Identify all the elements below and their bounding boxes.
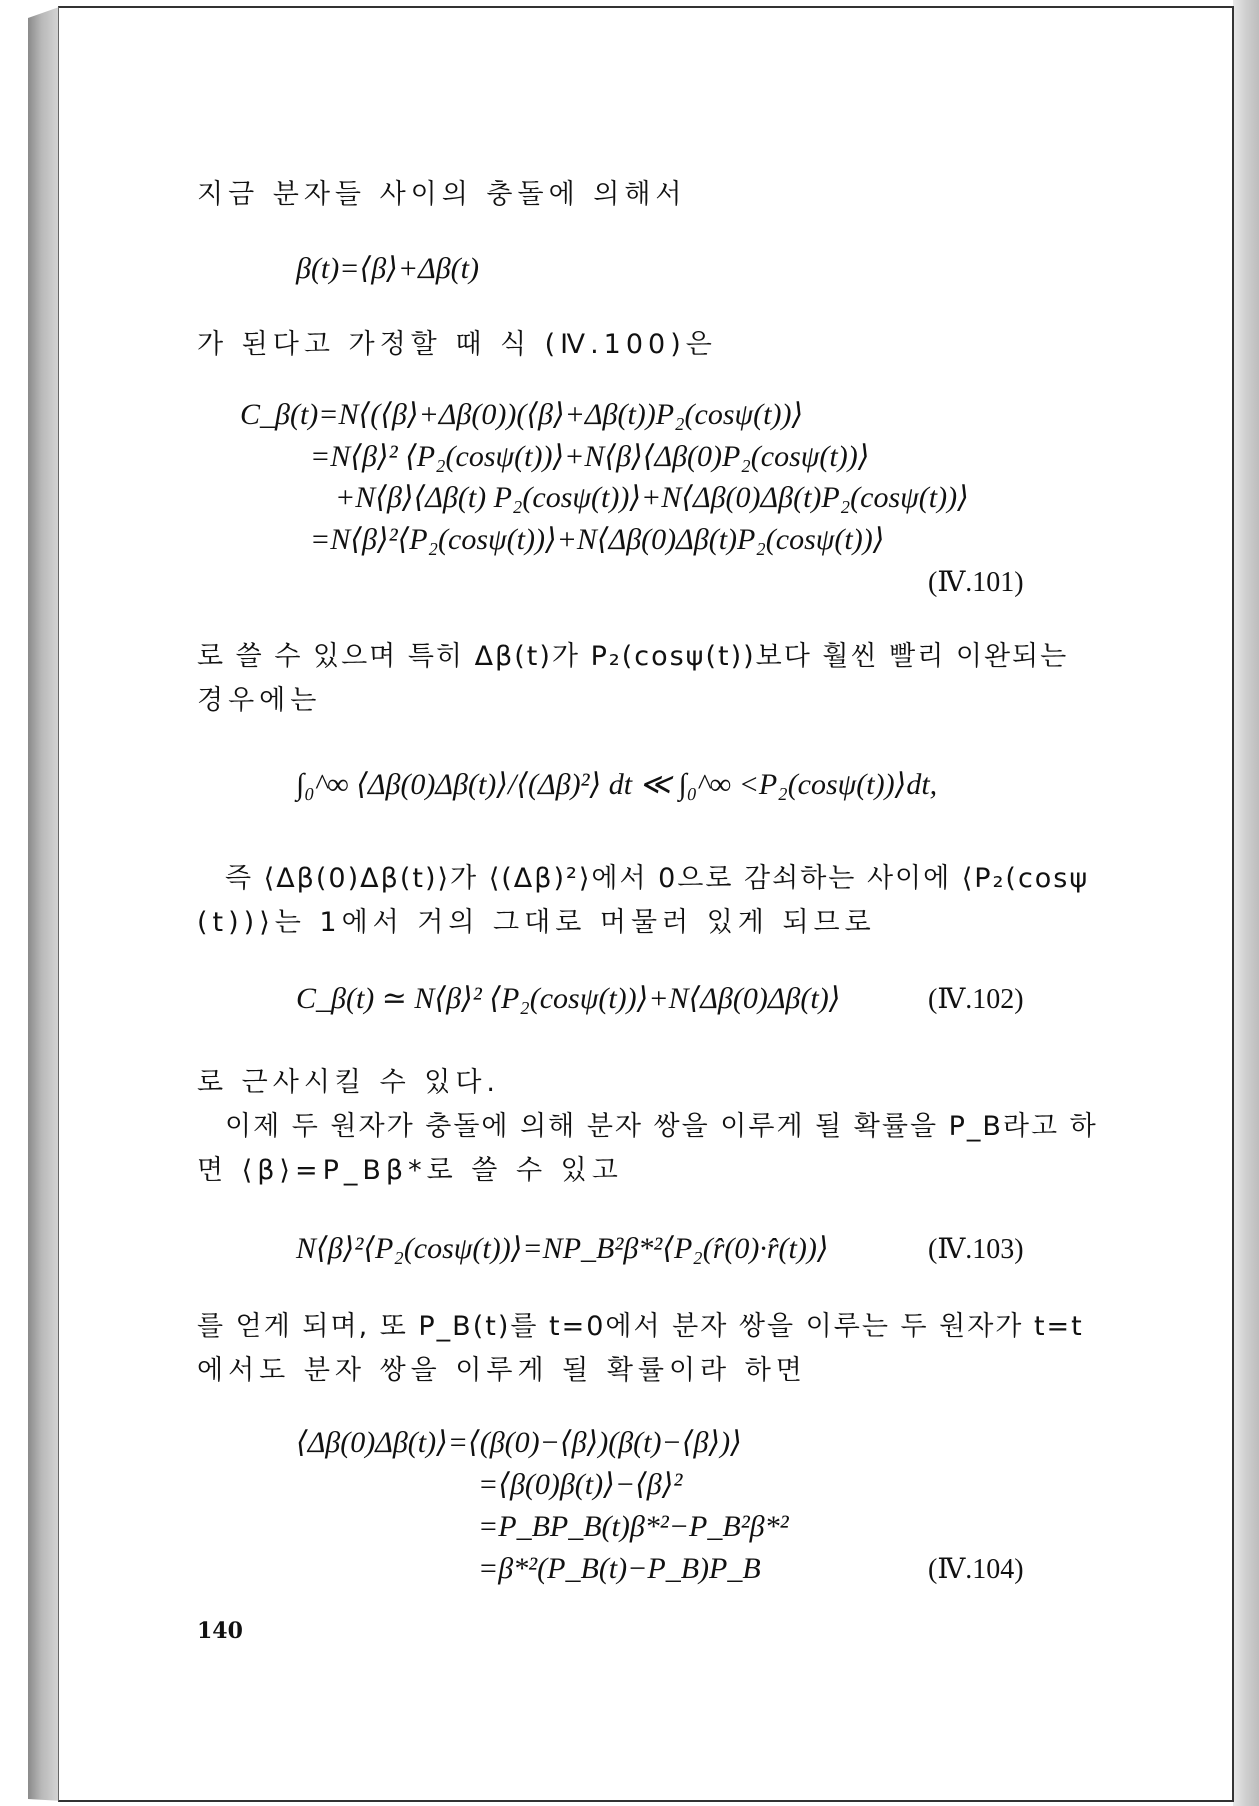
text-line: 즉 ⟨Δβ(0)Δβ(t)⟩가 ⟨(Δβ)²⟩에서 0으로 감쇠하는 사이에 ⟨P₂(cosψ — [225, 863, 1090, 894]
book-edge-right — [1233, 0, 1259, 1806]
text-line: 지금 분자들 사이의 충돌에 의해서 — [197, 179, 687, 210]
book-edge-left — [28, 6, 62, 1801]
equation-line: C_β(t) ≃ N⟨β⟩² ⟨P₂(cosψ(t))⟩+N⟨Δβ(0)Δβ(t)⟩ — [296, 982, 841, 1015]
text-line: 로 근사시킬 수 있다. — [197, 1067, 500, 1098]
page-number: 140 — [197, 1618, 243, 1644]
equation-line: N⟨β⟩²⟨P₂(cosψ(t))⟩=NP_B²β*²⟨P₂(r̂(0)·r̂(t))⟩ — [296, 1232, 829, 1265]
equation-number: (Ⅳ.101) — [928, 567, 1024, 598]
equation-line: ∫₀^∞ ⟨Δβ(0)Δβ(t)⟩/⟨(Δβ)²⟩ dt ≪ ∫₀^∞ <P₂(cosψ(t))⟩dt, — [296, 768, 938, 801]
equation-line: β(t)=⟨β⟩+Δβ(t) — [296, 252, 479, 285]
equation-line: C_β(t)=N⟨(⟨β⟩+Δβ(0))(⟨β⟩+Δβ(t))P₂(cosψ(t))⟩ — [240, 398, 804, 431]
equation-line: =β*²(P_B(t)−P_B)P_B — [478, 1552, 761, 1585]
text-line: 로 쓸 수 있으며 특히 Δβ(t)가 P₂(cosψ(t))보다 훨씬 빨리 이완되는 — [197, 641, 1069, 672]
text-line: 경우에는 — [197, 685, 322, 716]
equation-number: (Ⅳ.103) — [928, 1234, 1024, 1265]
text-line: 가 된다고 가정할 때 식 (Ⅳ.100)은 — [197, 329, 717, 360]
equation-line: =N⟨β⟩² ⟨P₂(cosψ(t))⟩+N⟨β⟩⟨Δβ(0)P₂(cosψ(t))⟩ — [310, 440, 870, 473]
equation-line: +N⟨β⟩⟨Δβ(t) P₂(cosψ(t))⟩+N⟨Δβ(0)Δβ(t)P₂(cosψ(t))⟩ — [335, 481, 969, 514]
equation-line: =⟨β(0)β(t)⟩−⟨β⟩² — [478, 1468, 683, 1501]
equation-number: (Ⅳ.102) — [928, 984, 1024, 1015]
text-line: 에서도 분자 쌍을 이루게 될 확률이라 하면 — [197, 1355, 807, 1386]
text-line: 면 ⟨β⟩=P_Bβ*로 쓸 수 있고 — [197, 1155, 623, 1186]
text-line: 를 얻게 되며, 또 P_B(t)를 t=0에서 분자 쌍을 이루는 두 원자가 t=t — [197, 1311, 1084, 1342]
equation-line: ⟨Δβ(0)Δβ(t)⟩=⟨(β(0)−⟨β⟩)(β(t)−⟨β⟩)⟩ — [296, 1426, 742, 1459]
text-line: (t))⟩는 1에서 거의 그대로 머물러 있게 되므로 — [197, 907, 876, 938]
equation-line: =N⟨β⟩²⟨P₂(cosψ(t))⟩+N⟨Δβ(0)Δβ(t)P₂(cosψ(t))⟩ — [310, 523, 885, 556]
equation-line: =P_BP_B(t)β*²−P_B²β*² — [478, 1510, 789, 1543]
equation-number: (Ⅳ.104) — [928, 1554, 1024, 1585]
text-line: 이제 두 원자가 충돌에 의해 분자 쌍을 이루게 될 확률을 P_B라고 하 — [225, 1111, 1098, 1142]
